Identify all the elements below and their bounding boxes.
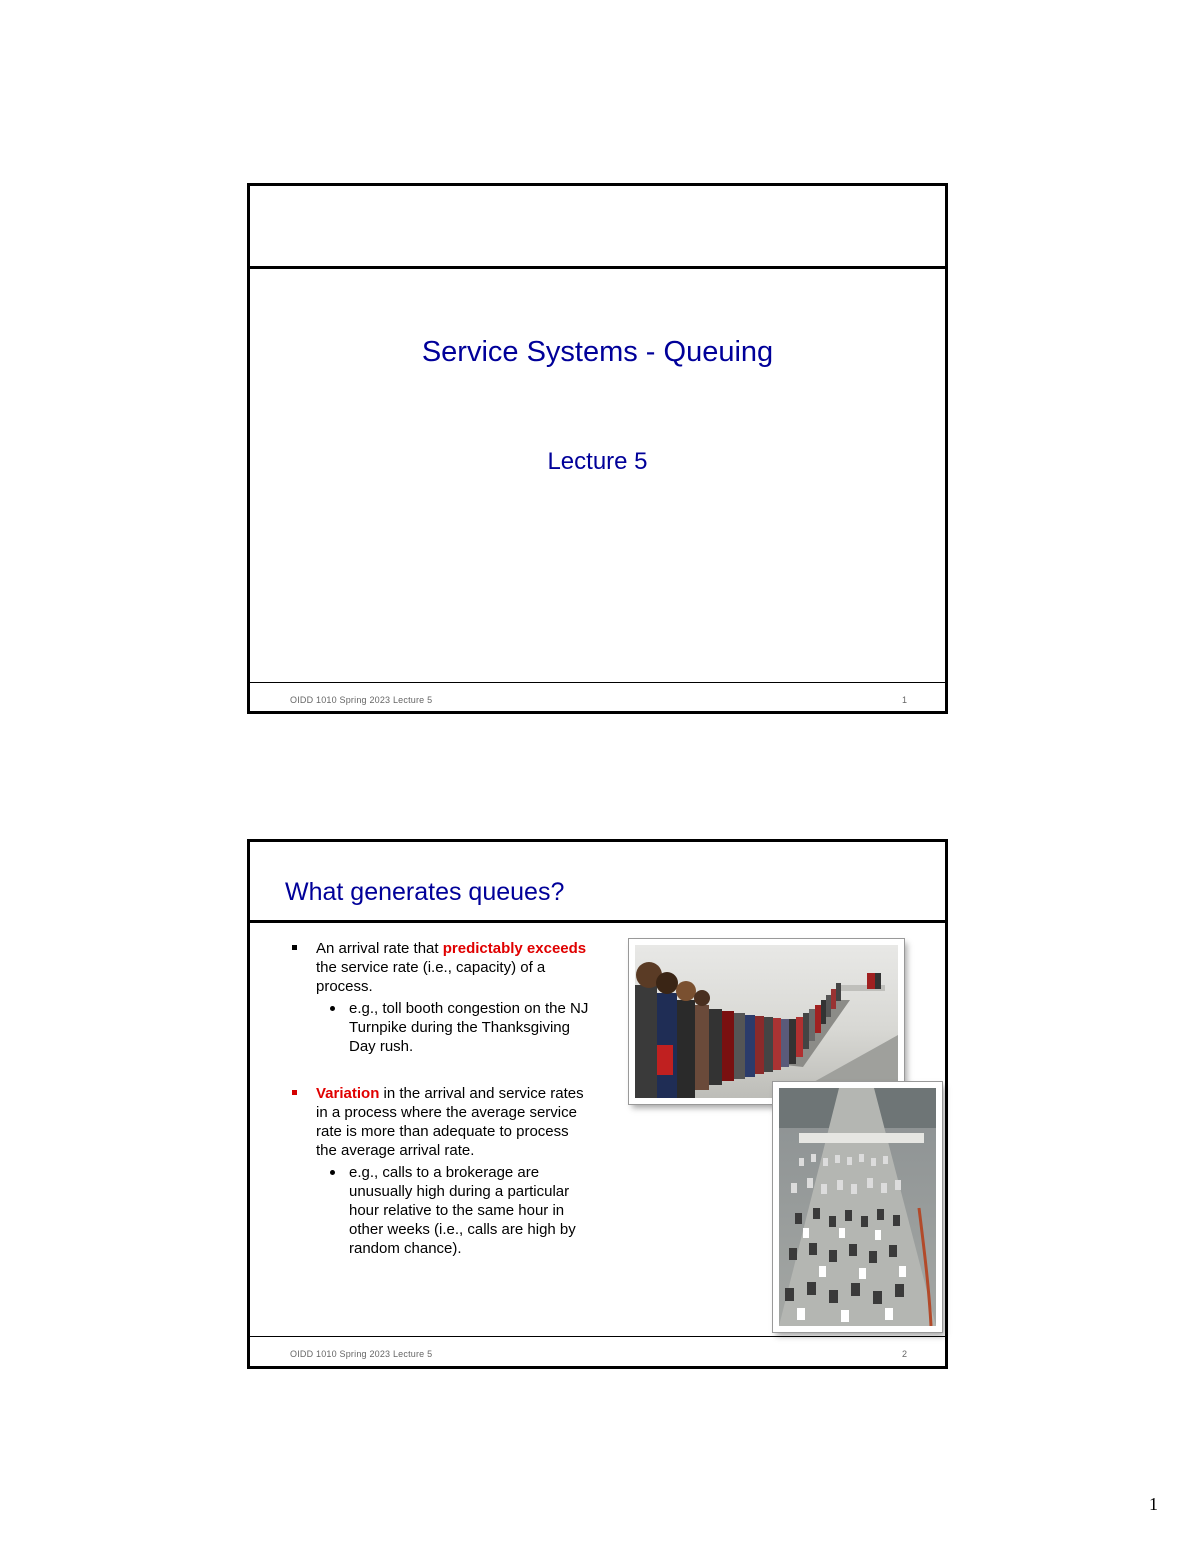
slide-number: 2 <box>901 1349 907 1359</box>
bullet-list <box>290 939 590 1258</box>
sub-bullet-item: e.g., calls to a brokerage are unusually high during a particular hour relative to the same hour in other weeks (i.e., calls are high by random chance). <box>290 1163 590 1258</box>
slide-1 <box>247 183 948 714</box>
slide-title: What generates queues? <box>285 878 565 906</box>
slide-number: 1 <box>901 695 907 705</box>
round-bullet-icon <box>330 1006 335 1011</box>
bullet-item: An arrival rate that predictably exceeds the service rate (i.e., capacity) of a process. <box>290 939 590 996</box>
footer-rule <box>250 1336 945 1337</box>
page-number: 1 <box>1149 1494 1158 1514</box>
slide-subtitle: Lecture 5 <box>547 448 648 475</box>
people-queue-image <box>635 945 898 1098</box>
square-bullet-icon <box>292 1090 297 1095</box>
bullet-item: Variation in the arrival and service rates in a process where the average service rate is more than adequate to process the average arrival rate. <box>290 1084 590 1160</box>
header-rule <box>250 920 945 923</box>
highlight-text: predictably exceeds <box>442 940 587 957</box>
slide-footer: OIDD 1010 Spring 2023 Lecture 5 <box>290 1349 433 1359</box>
sub-bullet-item: e.g., toll booth congestion on the NJ Turnpike during the Thanksgiving Day rush. <box>290 999 590 1056</box>
slide-2 <box>247 839 948 1369</box>
round-bullet-icon <box>330 1170 335 1175</box>
queue-photo <box>629 939 904 1104</box>
highlight-text: Variation <box>316 1085 380 1102</box>
square-bullet-icon <box>292 945 297 950</box>
slide-footer: OIDD 1010 Spring 2023 Lecture 5 <box>290 695 433 705</box>
footer-rule <box>250 682 945 683</box>
toll-traffic-image <box>779 1088 936 1326</box>
traffic-photo <box>773 1082 942 1332</box>
slide-title: Service Systems - Queuing <box>421 336 774 368</box>
header-rule <box>250 266 945 269</box>
